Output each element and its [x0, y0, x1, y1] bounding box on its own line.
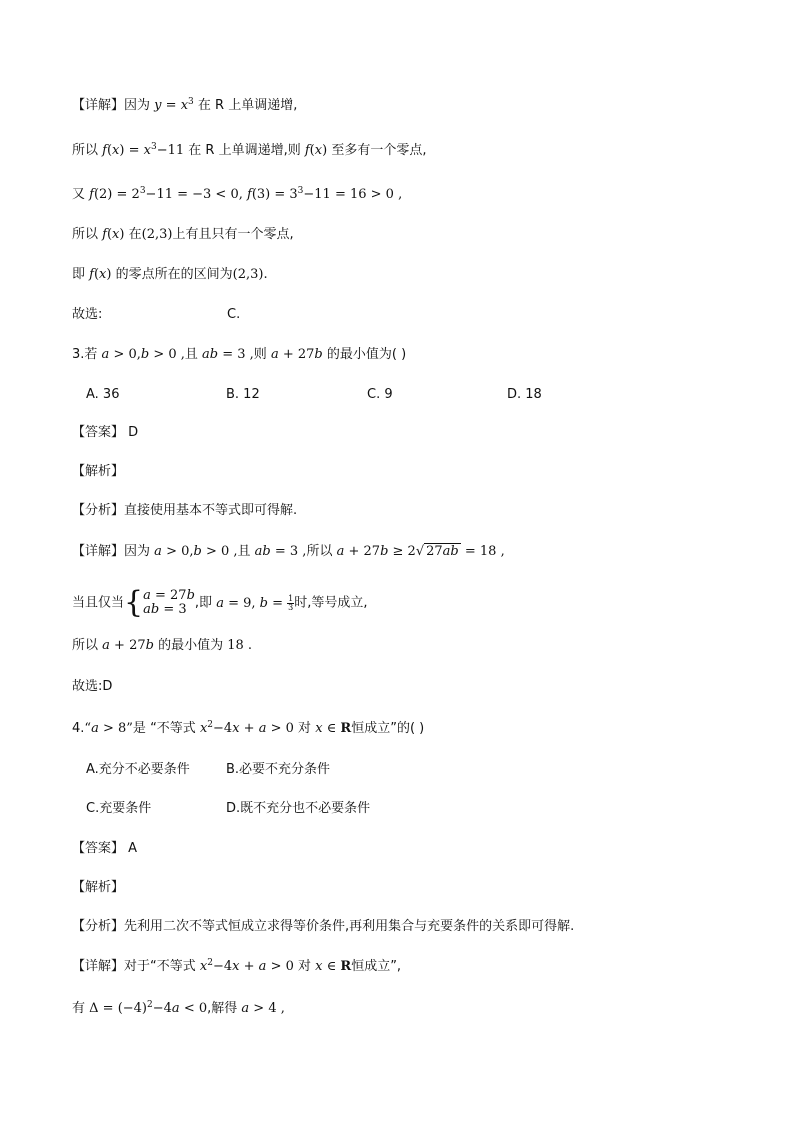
text: 有	[72, 1001, 86, 1016]
text: 所以	[72, 227, 99, 242]
q3-jiexi: 【解析】	[72, 464, 125, 479]
math-delta: $\Delta = (-4)^2-4a < 0$	[89, 1000, 208, 1016]
math-q4-ineq: $x^2-4x + a > 0$ 对 x ∈ R	[199, 958, 352, 974]
q4-fenxi	[72, 918, 574, 936]
detail-line-3	[72, 186, 402, 204]
text: “不等式	[150, 721, 196, 736]
q4-option-d: D.既不充分也不必要条件	[226, 801, 371, 816]
text: ,解得	[207, 1001, 238, 1016]
q3-option-a: A. 36	[86, 387, 120, 402]
math-fx: f(x)	[89, 267, 112, 282]
math-q3-ineq: a > 0,b > 0 ,且 ab = 3 ,	[154, 544, 307, 559]
text: 上有且只有一个零点,	[172, 227, 294, 242]
text: 所以	[72, 143, 99, 158]
fenxi-tag: 【分析】	[72, 919, 125, 934]
q3-fenxi	[72, 502, 297, 520]
answer-tag: 【答案】	[72, 425, 125, 440]
interval-answer: (2,3).	[232, 267, 268, 282]
text: 又	[72, 187, 86, 202]
q4-discriminant	[72, 1000, 285, 1018]
text: 时,等号成立,	[294, 595, 368, 611]
answer-value: D	[128, 425, 139, 440]
q4-answer	[72, 840, 137, 858]
answer-value: A	[128, 841, 138, 856]
math-y-eq-x3: $y = x^3$	[154, 97, 194, 113]
detail-line-4	[72, 226, 294, 244]
q4-jiexi: 【解析】	[72, 880, 125, 895]
detail-line-2	[72, 142, 426, 160]
q4-option-a: A.充分不必要条件	[86, 762, 190, 777]
fenxi-tag: 【分析】	[72, 503, 125, 518]
min-value: 18 .	[227, 638, 253, 653]
detail-tag: 【详解】	[72, 959, 125, 974]
math-q4-ineq: $x^2-4x + a > 0$ 对 x ∈ R	[199, 720, 352, 736]
q4-stem	[72, 720, 424, 738]
text: 在 R 上单调递增,则	[188, 143, 301, 158]
q3-number: 3.若	[72, 347, 98, 362]
text: 至多有一个零点,	[331, 143, 427, 158]
q3-option-b: B. 12	[226, 387, 260, 402]
choose-label: 故选:	[72, 307, 103, 322]
text: 所以	[306, 544, 333, 559]
text: 是	[132, 721, 146, 736]
text: 恒成立”,	[351, 959, 402, 974]
q4-xiangjie	[72, 958, 401, 976]
text: 的零点所在的区间为	[115, 267, 233, 282]
text: 的最小值为( )	[326, 347, 407, 362]
math-interval: (2,3)	[141, 227, 173, 242]
text: 所以	[72, 638, 99, 653]
q3-choose: 故选:D	[72, 679, 113, 694]
text: 在 R 上单调递增,	[197, 98, 298, 113]
choose-line	[72, 306, 241, 324]
text: 在	[128, 227, 142, 242]
q3-min	[72, 637, 252, 655]
q3-xiangjie	[72, 543, 505, 561]
math-q3-solution: a = 9, b = $\frac{1}{3}$	[216, 593, 294, 612]
detail-tag: 【详解】	[72, 544, 125, 559]
detail-line-1	[72, 97, 297, 115]
q3-option-c: C. 9	[367, 387, 393, 402]
q4-option-c: C.充要条件	[86, 801, 152, 816]
math-fx: f(x)	[304, 143, 328, 158]
detail-line-5	[72, 266, 268, 284]
q3-answer	[72, 424, 138, 442]
math-q3-cond: a > 0,b > 0 ,且 ab = 3 ,则 a + 27b	[101, 347, 323, 362]
fenxi-text: 先利用二次不等式恒成立求得等价条件,再利用集合与充要条件的关系即可得解.	[124, 919, 575, 934]
text: 的最小值为	[158, 638, 224, 653]
q4-option-b: B.必要不充分条件	[226, 762, 331, 777]
q3-option-d: D. 18	[507, 387, 542, 402]
math-a-gt-8: “a > 8”	[84, 721, 133, 736]
answer-tag: 【答案】	[72, 841, 125, 856]
math-system: {a = 27b ab = 3	[124, 585, 195, 620]
q3-equality: 当且仅当{a = 27b ab = 3 ,即 a = 9, b = $\frac{1}{3}$ 时,等号成立,	[72, 585, 368, 620]
q4-number: 4.	[72, 721, 85, 736]
detail-tag: 【详解】	[72, 98, 125, 113]
text: 对于“不等式	[124, 959, 196, 974]
text: 即	[72, 267, 86, 282]
text: 因为	[124, 98, 151, 113]
choose-answer: C.	[227, 307, 241, 322]
math-fx: f(x)	[102, 227, 125, 242]
fenxi-text: 直接使用基本不等式即可得解.	[124, 503, 298, 518]
math-f-values: $f(2) = 2^3-11 = -3 < 0$, $f(3) = 3^3-11 = 16 > 0$ ,	[89, 186, 403, 202]
q3-stem	[72, 346, 406, 364]
math-f-def: $f(x) = x^3-11$	[102, 142, 185, 158]
math-q3-amgm: a + 27b ≥ 2√ 27ab = 18 ,	[336, 544, 505, 559]
text: 即	[199, 595, 213, 611]
math-a-27b: a + 27b	[102, 638, 154, 653]
math-a-gt-4: a > 4 ,	[241, 1001, 285, 1016]
text: 因为	[124, 544, 151, 559]
text: 当且仅当	[72, 595, 125, 611]
text: 恒成立”的( )	[351, 721, 425, 736]
